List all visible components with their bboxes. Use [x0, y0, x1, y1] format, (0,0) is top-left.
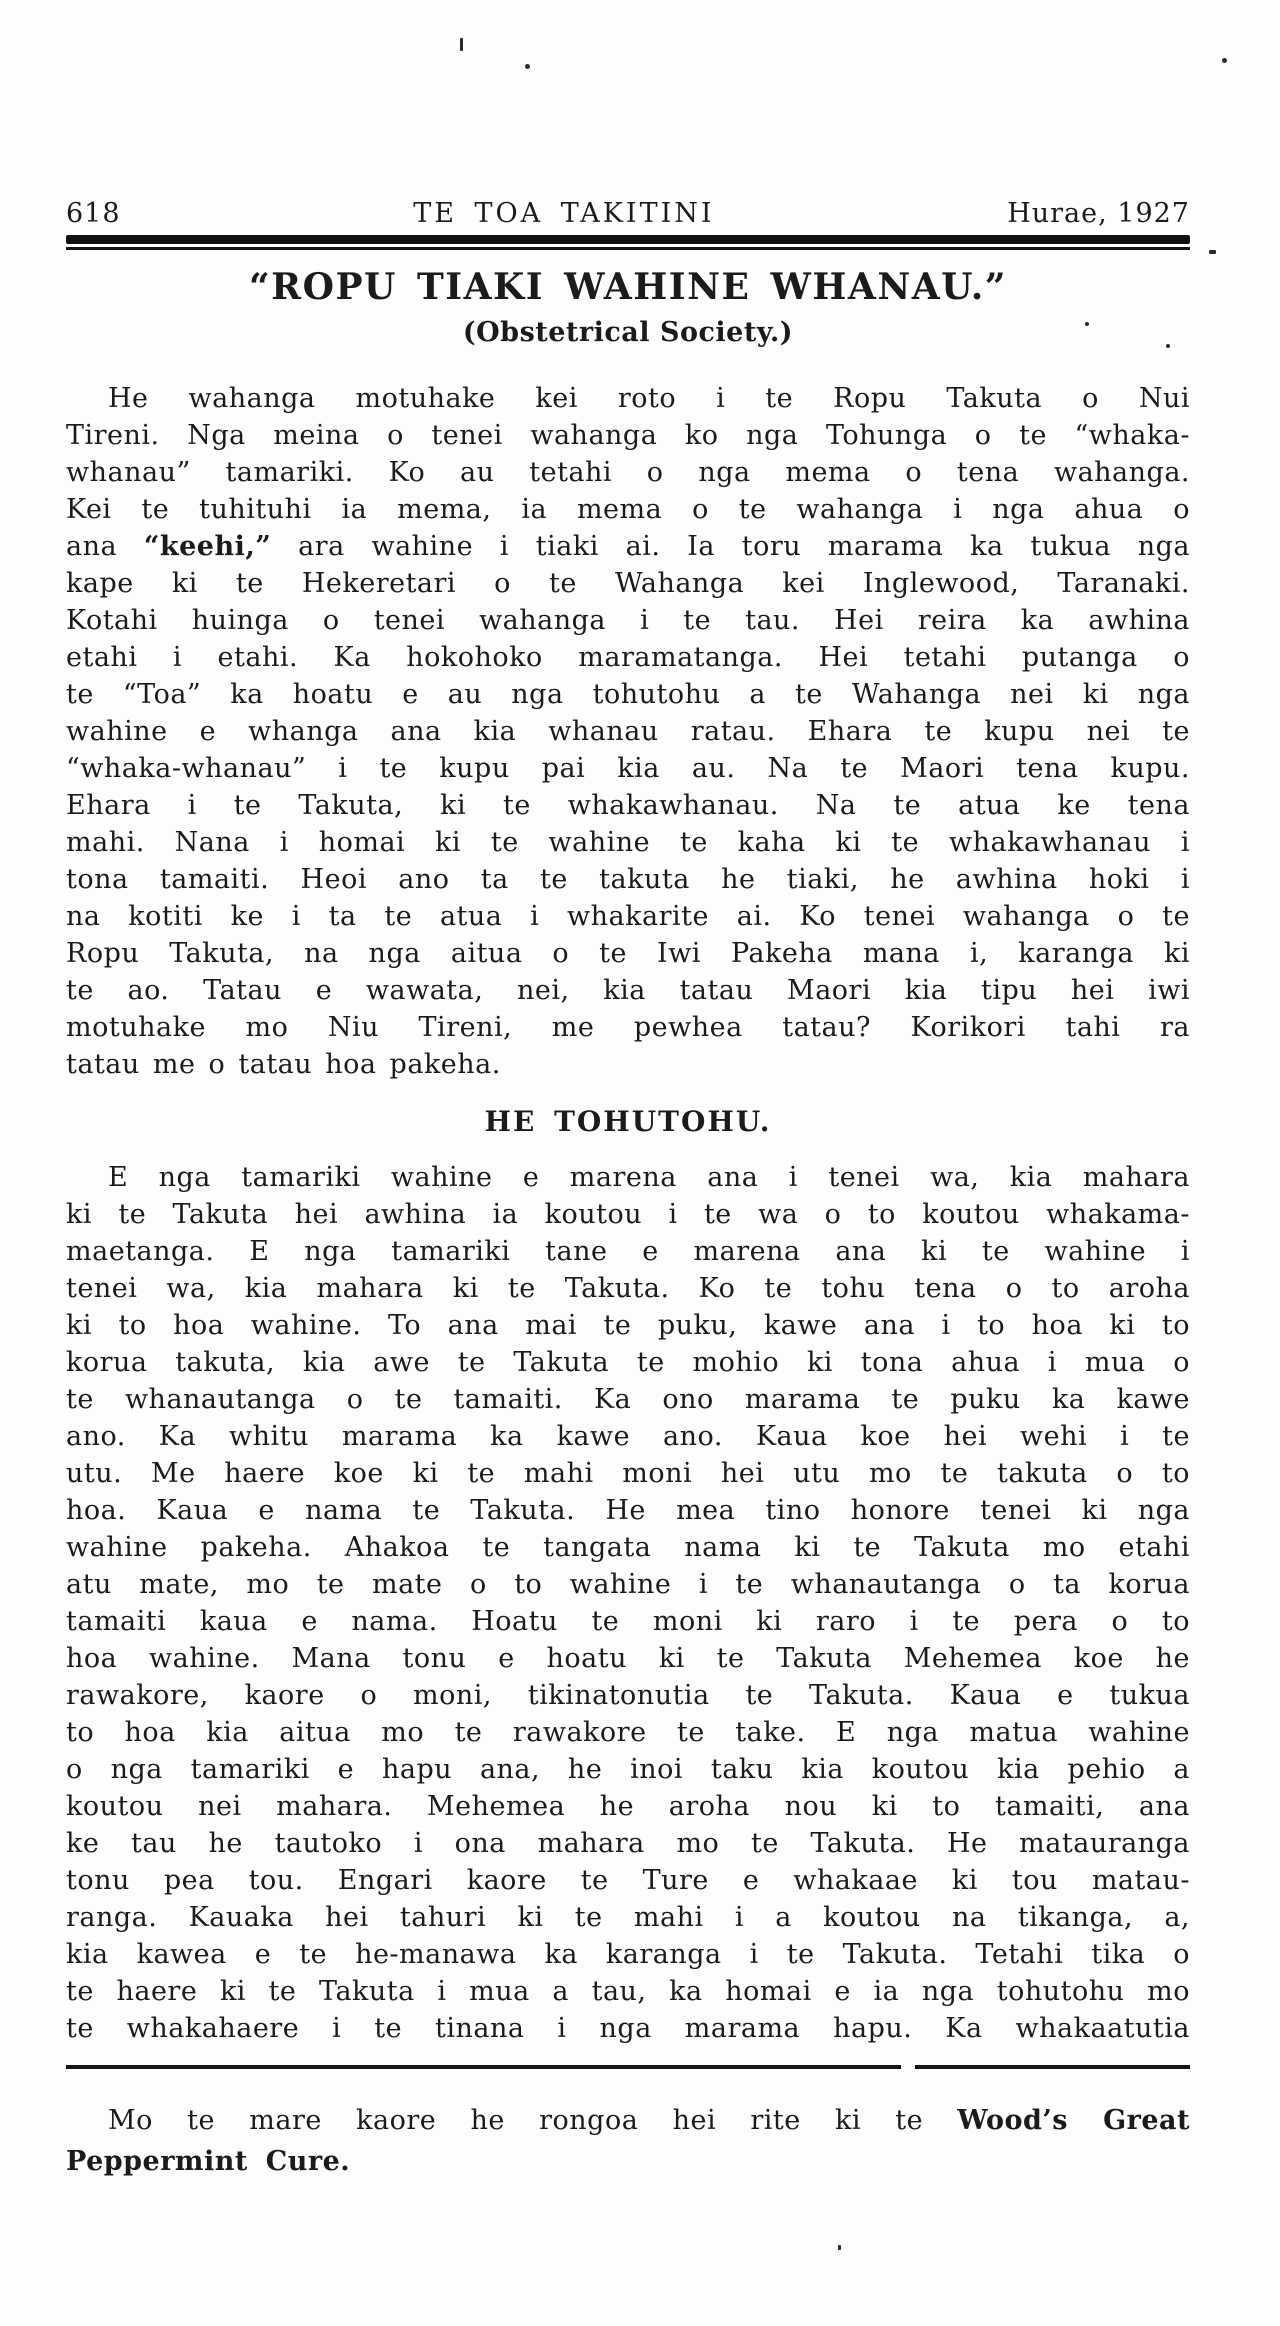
text-line: E nga tamariki wahine e marena ana i tenei wa, kia mahara [108, 1162, 1190, 1193]
text-line: motuhake mo Niu Tireni, me pewhea tatau? Korikori tahi ra [66, 1012, 1190, 1043]
text-line: ranga. Kauaka hei tahuri ki te mahi i a koutou na tikanga, a, [66, 1902, 1190, 1933]
issue-date: Hurae, 1927 [1007, 198, 1190, 229]
text-line: to hoa kia aitua mo te rawakore te take. E nga matua wahine [66, 1717, 1190, 1748]
text-line: te “Toa” ka hoatu e au nga tohutohu a te Wahanga nei ki nga [66, 679, 1190, 710]
text-line: Kotahi huinga o tenei wahanga i te tau. Hei reira ka awhina [66, 605, 1190, 636]
text-line: tatau me o tatau hoa pakeha. [66, 1049, 501, 1080]
article-subtitle: (Obstetrical Society.) [462, 317, 794, 348]
scan-speck [1209, 250, 1216, 254]
text-line: koutou nei mahara. Mehemea he aroha nou ki to tamaiti, ana [66, 1791, 1190, 1822]
text-line: te whakahaere i te tinana i nga marama hapu. Ka whakaatutia [66, 2013, 1190, 2044]
text-line: tamaiti kaua e nama. Hoatu te moni ki raro i te pera o to [66, 1606, 1190, 1637]
scan-speck [1085, 322, 1089, 326]
footer-ad [66, 2100, 1190, 2182]
paragraph-intro [66, 380, 1190, 1083]
text-line: utu. Me haere koe ki te mahi moni hei utu mo te takuta o to [66, 1458, 1190, 1489]
scan-speck [525, 64, 530, 69]
text-line: maetanga. E nga tamariki tane e marena ana ki te wahine i [66, 1236, 1190, 1267]
scan-speck [838, 2245, 841, 2250]
text-line: Mo te mare kaore he rongoa hei rite ki te Wood’s Great [108, 2105, 1190, 2136]
text-line: na kotiti ke i ta te atua i whakarite ai. Ko tenei wahanga o te [66, 901, 1190, 932]
text-line: mahi. Nana i homai ki te wahine te kaha ki te whakawhanau i [66, 827, 1190, 858]
text-line: wahine pakeha. Ahakoa te tangata nama ki te Takuta mo etahi [66, 1532, 1190, 1563]
text-line: wahine e whanga ana kia whanau ratau. Ehara te kupu nei te [66, 716, 1190, 747]
text-line: rawakore, kaore o moni, tikinatonutia te Takuta. Kaua e tukua [66, 1680, 1190, 1711]
text-line: Tireni. Nga meina o tenei wahanga ko nga Tohunga o te “whaka- [66, 420, 1190, 451]
scan-speck [1166, 344, 1170, 348]
masthead-title: TE TOA TAKITINI [413, 198, 715, 229]
footer-rule-segment-right [915, 2065, 1190, 2069]
text-line: ki te Takuta hei awhina ia koutou i te wa o to koutou whakama- [66, 1199, 1190, 1230]
text-line: tona tamaiti. Heoi ano ta te takuta he tiaki, he awhina hoki i [66, 864, 1190, 895]
page-header [66, 198, 1190, 230]
text-line: te whanautanga o te tamaiti. Ka ono marama te puku ka kawe [66, 1384, 1190, 1415]
text-line: te ao. Tatau e wawata, nei, kia tatau Maori kia tipu hei iwi [66, 975, 1190, 1006]
text-line: tenei wa, kia mahara ki te Takuta. Ko te tohu tena o to aroha [66, 1273, 1190, 1304]
text-line: “whaka-whanau” i te kupu pai kia au. Na te Maori tena kupu. [66, 753, 1190, 784]
paragraph-tohutohu [66, 1159, 1190, 2047]
text-line: Kei te tuhituhi ia mema, ia mema o te wahanga i nga ahua o [66, 494, 1190, 525]
text-line: ki to hoa wahine. To ana mai te puku, kawe ana i to hoa ki to [66, 1310, 1190, 1341]
text-line: etahi i etahi. Ka hokohoko maramatanga. Hei tetahi putanga o [66, 642, 1190, 673]
text-line: kia kawea e te he-manawa ka karanga i te Takuta. Tetahi tika o [66, 1939, 1190, 1970]
text-line: korua takuta, kia awe te Takuta te mohio ki tona ahua i mua o [66, 1347, 1190, 1378]
text-line: He wahanga motuhake kei roto i te Ropu Takuta o Nui [108, 383, 1190, 414]
text-line: ana “keehi,” ara wahine i tiaki ai. Ia toru marama ka tukua nga [66, 531, 1190, 562]
header-rule-thick [66, 235, 1190, 244]
text-line: whanau” tamariki. Ko au tetahi o nga mema o tena wahanga. [66, 457, 1190, 488]
header-rule-thin [66, 247, 1190, 250]
text-line: ano. Ka whitu marama ka kawe ano. Kaua koe hei wehi i te [66, 1421, 1190, 1452]
scan-speck [1222, 58, 1227, 63]
text-line: tonu pea tou. Engari kaore te Ture e whakaae ki tou matau- [66, 1865, 1190, 1896]
footer-rule-segment-left [66, 2065, 901, 2069]
scan-speck [460, 38, 463, 51]
article-title: “ROPU TIAKI WAHINE WHANAU.” [248, 266, 1008, 308]
text-line: ke tau he tautoko i ona mahara mo te Takuta. He matauranga [66, 1828, 1190, 1859]
footer-rule [66, 2065, 1190, 2069]
text-line: atu mate, mo te mate o to wahine i te whanautanga o ta korua [66, 1569, 1190, 1600]
text-line: Ropu Takuta, na nga aitua o te Iwi Pakeha mana i, karanga ki [66, 938, 1190, 969]
page-number: 618 [66, 198, 121, 229]
text-line: o nga tamariki e hapu ana, he inoi taku kia koutou kia pehio a [66, 1754, 1190, 1785]
text-line: Peppermint Cure. [66, 2146, 351, 2177]
section-heading: HE TOHUTOHU. [484, 1105, 772, 1138]
text-line: Ehara i te Takuta, ki te whakawhanau. Na te atua ke tena [66, 790, 1190, 821]
text-line: te haere ki te Takuta i mua a tau, ka homai e ia nga tohutohu mo [66, 1976, 1190, 2007]
text-line: hoa. Kaua e nama te Takuta. He mea tino honore tenei ki nga [66, 1495, 1190, 1526]
text-line: hoa wahine. Mana tonu e hoatu ki te Takuta Mehemea koe he [66, 1643, 1190, 1674]
text-line: kape ki te Hekeretari o te Wahanga kei Inglewood, Taranaki. [66, 568, 1190, 599]
